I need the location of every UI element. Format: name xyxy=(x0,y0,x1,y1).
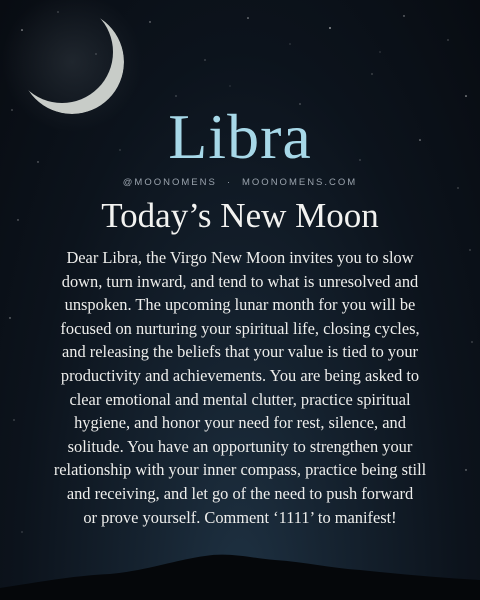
body-line: down, turn inward, and tend to what is unresolved and xyxy=(61,271,419,291)
body-line: and releasing the beliefs that your value is tied to your xyxy=(62,342,418,362)
social-handle: @MOONOMENS xyxy=(122,177,217,188)
body-line: hygiene, and honor your need for rest, silence, and xyxy=(74,413,406,433)
horoscope-body xyxy=(30,246,450,529)
hill-silhouette xyxy=(0,530,480,600)
body-line: and receiving, and let go of the need to push forward xyxy=(66,483,414,503)
body-line: relationship with your inner compass, practice being still xyxy=(53,460,427,480)
account-handles xyxy=(0,177,480,188)
website-url: MOONOMENS.COM xyxy=(242,177,358,188)
sign-title: Libra xyxy=(168,101,312,172)
body-line: Dear Libra, the Virgo New Moon invites you to slow xyxy=(66,248,414,267)
body-line: unspoken. The upcoming lunar month for you will be xyxy=(64,295,416,315)
body-line: clear emotional and mental clutter, practice spiritual xyxy=(69,389,411,409)
body-line: or prove yourself. Comment ‘1111’ to manifest! xyxy=(83,507,397,527)
post-heading: Today’s New Moon xyxy=(101,196,379,235)
body-line: productivity and achievements. You are being asked to xyxy=(60,365,420,385)
body-line: solitude. You have an opportunity to strengthen your xyxy=(67,436,413,456)
body-line: focused on nurturing your spiritual life, closing cycles, xyxy=(60,318,420,338)
handle-separator: · xyxy=(226,177,232,188)
